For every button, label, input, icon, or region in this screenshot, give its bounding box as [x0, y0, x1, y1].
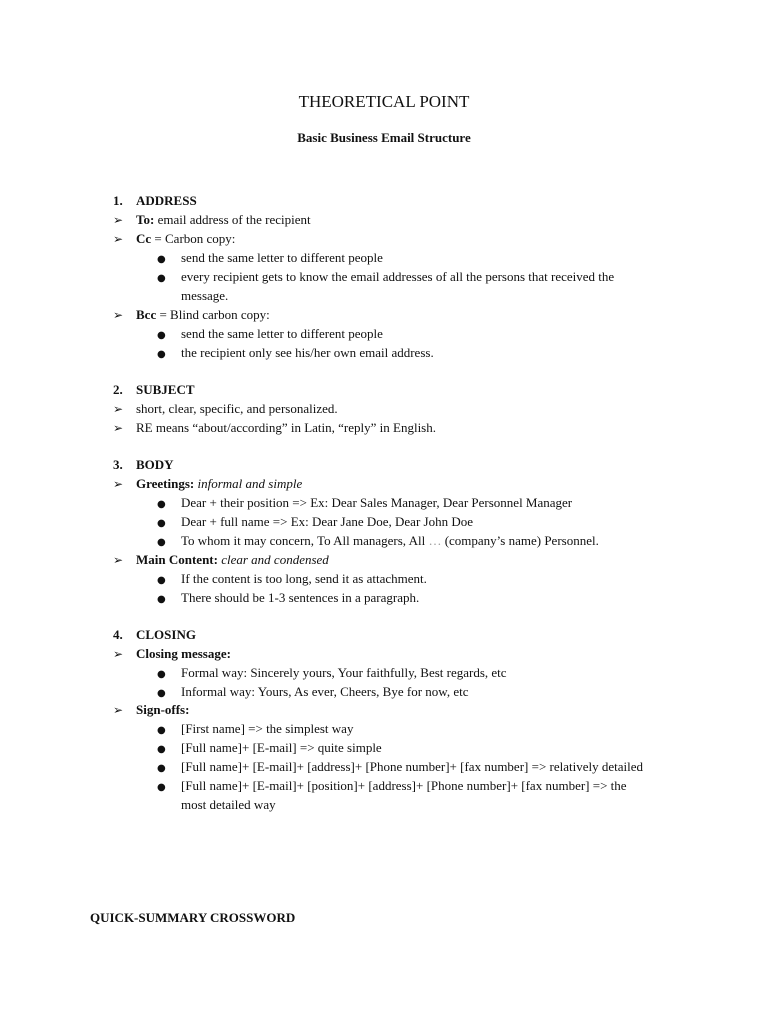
arrow-bullet-icon: ➢: [113, 421, 124, 435]
list-item-greetings: ➢ Greetings: informal and simple: [113, 476, 303, 491]
arrow-bullet-icon: ➢: [113, 477, 124, 491]
list-item-closing-message: ➢ Closing message:: [113, 646, 231, 661]
list-item: ● [Full name]+ [E-mail]+ [position]+ [address]+ [Phone number]+ [fax number] => the: [157, 778, 627, 796]
arrow-bullet-icon: ➢: [113, 232, 124, 246]
list-item-sign-offs: ➢ Sign-offs:: [113, 702, 190, 717]
list-item: ● To whom it may concern, To All managers, All … (company’s name) Personnel.: [157, 533, 599, 551]
bullet-icon: ●: [157, 518, 166, 529]
list-item: ● Dear + full name => Ex: Dear Jane Doe, Dear John Doe: [157, 514, 473, 532]
arrow-bullet-icon: ➢: [113, 308, 124, 322]
bullet-icon: ●: [157, 254, 166, 265]
section-heading-address: 1. ADDRESS: [113, 193, 197, 208]
arrow-bullet-icon: ➢: [113, 703, 124, 717]
bullet-icon: ●: [157, 688, 166, 699]
bullet-icon: ●: [157, 349, 166, 360]
bullet-icon: ●: [157, 725, 166, 736]
bullet-icon: ●: [157, 330, 166, 341]
arrow-bullet-icon: ➢: [113, 402, 124, 416]
list-item: ➢ RE means “about/according” in Latin, “reply” in English.: [113, 420, 436, 435]
list-item: ● [Full name]+ [E-mail]+ [address]+ [Phone number]+ [fax number] => relatively detailed: [157, 759, 643, 777]
list-item: ● send the same letter to different people: [157, 250, 383, 268]
list-item-to: ➢ To: email address of the recipient: [113, 212, 311, 227]
section-heading-closing: 4. CLOSING: [113, 627, 196, 642]
list-item-continuation: most detailed way: [181, 797, 276, 812]
list-item: ● the recipient only see his/her own email address.: [157, 345, 434, 363]
list-item: ● Formal way: Sincerely yours, Your faithfully, Best regards, etc: [157, 665, 507, 683]
bullet-icon: ●: [157, 594, 166, 605]
arrow-bullet-icon: ➢: [113, 647, 124, 661]
list-item: ● Informal way: Yours, As ever, Cheers, Bye for now, etc: [157, 684, 468, 702]
section-heading-body: 3. BODY: [113, 457, 174, 472]
bullet-icon: ●: [157, 575, 166, 586]
bullet-icon: ●: [157, 744, 166, 755]
bullet-icon: ●: [157, 499, 166, 510]
list-item: ➢ short, clear, specific, and personalized.: [113, 401, 338, 416]
arrow-bullet-icon: ➢: [113, 553, 124, 567]
list-item: ● every recipient gets to know the email addresses of all the persons that received the: [157, 269, 614, 287]
list-item: ● If the content is too long, send it as attachment.: [157, 571, 427, 589]
bullet-icon: ●: [157, 782, 166, 793]
list-item-continuation: message.: [181, 288, 229, 303]
list-item: ● [Full name]+ [E-mail] => quite simple: [157, 740, 382, 758]
bullet-icon: ●: [157, 537, 166, 548]
quick-summary-heading: QUICK-SUMMARY CROSSWORD: [90, 910, 296, 925]
list-item-main-content: ➢ Main Content: clear and condensed: [113, 552, 329, 567]
page-title: THEORETICAL POINT: [298, 92, 470, 111]
list-item-cc: ➢ Cc = Carbon copy:: [113, 231, 236, 246]
list-item: ● send the same letter to different people: [157, 326, 383, 344]
list-item-bcc: ➢ Bcc = Blind carbon copy:: [113, 307, 270, 322]
bullet-icon: ●: [157, 763, 166, 774]
page-subtitle: Basic Business Email Structure: [297, 130, 471, 145]
list-item: ● Dear + their position => Ex: Dear Sales Manager, Dear Personnel Manager: [157, 495, 572, 513]
section-heading-subject: 2. SUBJECT: [113, 382, 195, 397]
bullet-icon: ●: [157, 669, 166, 680]
list-item: ● There should be 1-3 sentences in a paragraph.: [157, 590, 419, 608]
arrow-bullet-icon: ➢: [113, 213, 124, 227]
bullet-icon: ●: [157, 273, 166, 284]
list-item: ● [First name] => the simplest way: [157, 721, 353, 739]
